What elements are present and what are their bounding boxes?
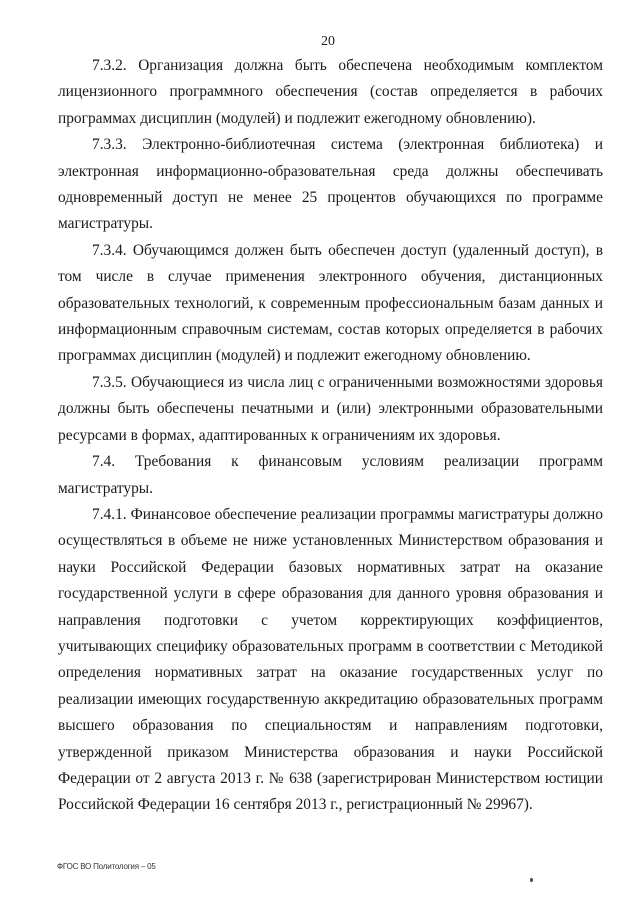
paragraph-7-3-4: 7.3.4. Обучающимся должен быть обеспечен доступ (удаленный доступ), в том числе в случае применения электронного обучения, дистанционных образовательных технологий, к современным профессиональным базам данных и информационным справочным системам, состав которых определяется в рабочих программах дисциплин (модулей) и подлежит ежегодному обновлению. <box>58 241 603 365</box>
paragraph-7-3-3: 7.3.3. Электронно-библиотечная система (электронная библиотека) и электронная информационно-образовательная среда должны обеспечивать одновременный доступ не менее 25 процентов обучающихся по программе магистратуры. <box>58 136 603 233</box>
document-body <box>58 53 603 819</box>
page-footer: ФГОС ВО Политология – 05 <box>57 862 156 871</box>
section-heading-7-4: 7.4. Требования к финансовым условиям реализации программ магистратуры. <box>58 453 603 497</box>
paragraph-7-3-5: 7.3.5. Обучающиеся из числа лиц с ограниченными возможностями здоровья должны быть обеспечены печатными и (или) электронными образовательными ресурсами в формах, адаптированных к ограничениям их здоровья. <box>58 373 603 444</box>
paragraph-7-3-2: 7.3.2. Организация должна быть обеспечена необходимым комплектом лицензионного программного обеспечения (состав определяется в рабочих программах дисциплин (модулей) и подлежит ежегодному обновлению). <box>58 57 603 127</box>
scan-speck <box>530 878 533 882</box>
page-number: 20 <box>321 34 335 49</box>
paragraph-7-4-1: 7.4.1. Финансовое обеспечение реализации программы магистратуры должно осуществляться в объеме не ниже установленных Министерством образования и науки Российской Федерации базовых нормативных затрат на оказание государственной услуги в сфере образования для данного уровня образования и направления подготовки с учетом корректирующих коэффициентов, учитывающих специфику образовательных программ в соответствии с Методикой определения нормативных затрат на оказание государственных услуг по реализации имеющих государственную аккредитацию образовательных программ высшего образования по специальностям и направлениям подготовки, утвержденной приказом Министерства образования и науки Российской Федерации от 2 августа 2013 г. № 638 (зарегистрирован Министерством юстиции Российской Федерации 16 сентября 2013 г., регистрационный № 29967). <box>58 505 603 814</box>
